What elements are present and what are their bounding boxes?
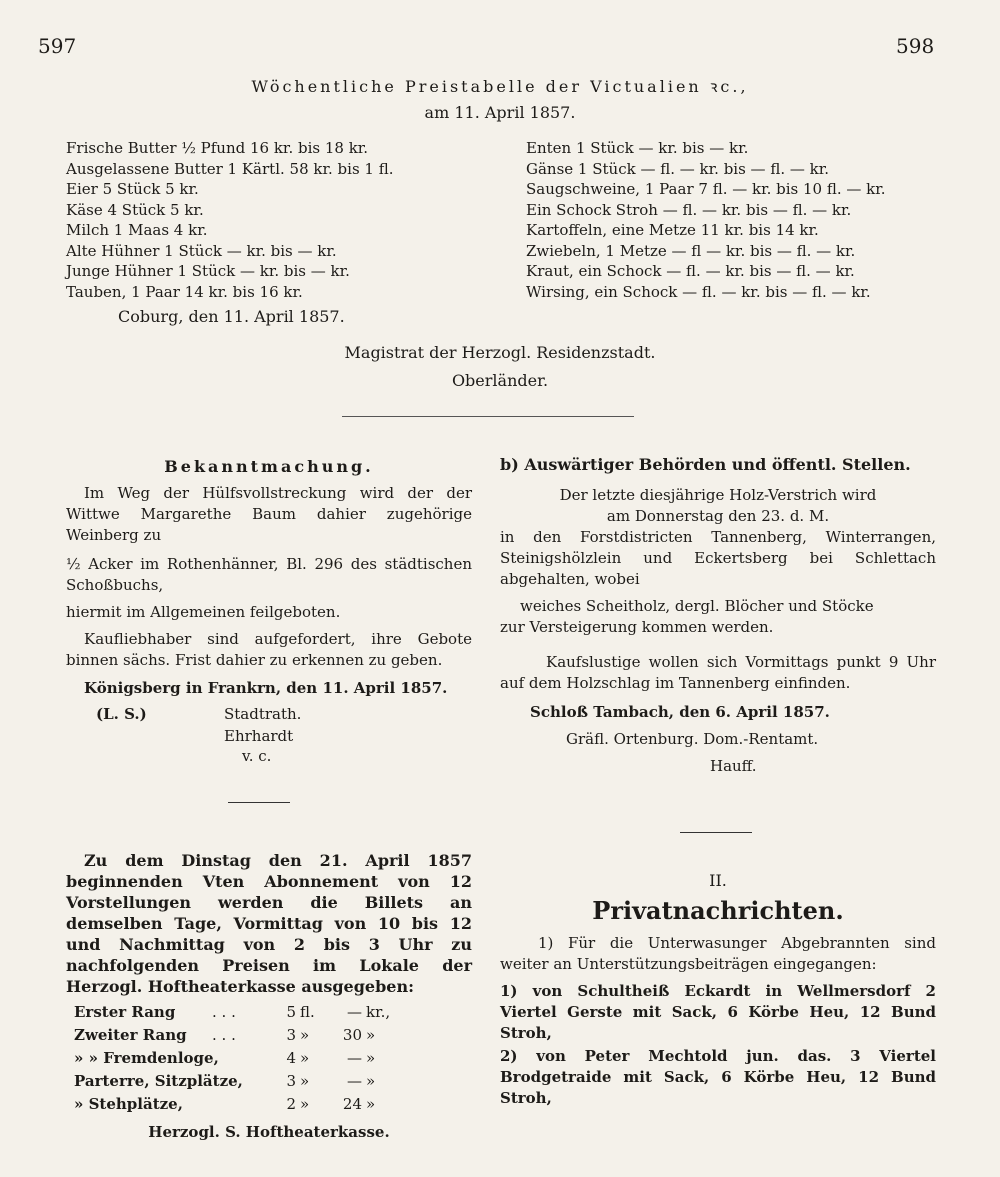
auswaertig-line: zur Versteigerung kommen werden.: [500, 618, 774, 636]
bekanntmachung-heading: Bekanntmachung.: [164, 457, 374, 476]
privat-heading: Privatnachrichten.: [592, 896, 844, 925]
unit: »: [300, 1026, 310, 1044]
dot-leader: . . .: [212, 1003, 236, 1021]
bekanntmachung-signer: Ehrhardt: [224, 727, 294, 745]
price-kr: —: [347, 1003, 362, 1021]
bekanntmachung-authority: Stadtrath.: [224, 705, 302, 723]
seal: (L. S.): [96, 705, 147, 723]
price-item: Wirsing, ein Schock — fl. — kr. bis — fl. — kr.: [526, 282, 871, 301]
short-divider: [680, 832, 752, 833]
table-row: [74, 1024, 394, 1047]
price-place-date: Coburg, den 11. April 1857.: [118, 307, 345, 326]
price-item: Zwiebeln, 1 Metze — fl — kr. bis — fl. — kr.: [526, 241, 856, 260]
auswaertig-signer: Hauff.: [710, 757, 757, 775]
price-issuer: Magistrat der Herzogl. Residenzstadt.: [344, 343, 656, 362]
privat-section: [500, 870, 936, 1109]
seat-label: Erster Rang: [74, 1003, 176, 1021]
price-item: Enten 1 Stück — kr. bis — kr.: [526, 139, 749, 157]
price-item: Eier 5 Stück 5 kr.: [66, 180, 199, 198]
privat-numeral: II.: [709, 871, 727, 890]
privat-item: 1) von Schultheiß Eckardt in Wellmersdorf 2 Viertel Gerste mit Sack, 6 Körbe Heu, 12 Bund Stroh,: [500, 982, 936, 1042]
unit: »: [300, 1072, 310, 1090]
price-fl: 4: [286, 1049, 296, 1067]
price-signer: Oberländer.: [451, 371, 549, 390]
unit: kr.,: [366, 1003, 391, 1021]
seat-label: » » Fremdenloge,: [74, 1049, 219, 1067]
page-number-right: 598: [896, 34, 935, 58]
auswaertig-line: am Donnerstag den 23. d. M.: [606, 507, 830, 525]
price-item: Ausgelassene Butter 1 Kärtl. 58 kr. bis 1 fl.: [66, 159, 394, 178]
price-item: Tauben, 1 Paar 14 kr. bis 16 kr.: [66, 282, 303, 301]
price-table-date: am 11. April 1857.: [424, 103, 576, 122]
price-item: Kartoffeln, eine Metze 11 kr. bis 14 kr.: [526, 221, 819, 239]
price-kr: —: [347, 1072, 362, 1090]
table-row: [74, 1047, 394, 1070]
page-number-left: 597: [38, 34, 77, 58]
price-kr: 30: [342, 1026, 362, 1044]
price-fl: 3: [286, 1026, 296, 1044]
unit: »: [300, 1049, 310, 1067]
bekanntmachung-section: [66, 456, 472, 766]
table-row: [74, 1001, 394, 1024]
auswaertig-text: Kaufslustige wollen sich Vormittags punkt 9 Uhr auf dem Holzschlag im Tannenberg einfinden.: [500, 653, 936, 692]
auswaertig-authority: Gräfl. Ortenburg. Dom.-Rentamt.: [566, 730, 819, 748]
auswaertig-text: in den Forstdistricten Tannenberg, Winterrangen, Steinigshölzlein und Eckertsberg bei Schlettach abgehalten, wobei: [500, 528, 936, 588]
theater-section: [66, 850, 472, 1142]
price-item: Alte Hühner 1 Stück — kr. bis — kr.: [66, 241, 337, 260]
unit: »: [300, 1095, 310, 1113]
unit: »: [366, 1026, 376, 1044]
price-list-left: [66, 138, 394, 302]
bekanntmachung-text: hiermit im Allgemeinen feilgeboten.: [66, 603, 341, 621]
seat-label: Parterre, Sitzplätze,: [74, 1072, 243, 1090]
theater-text: Zu dem Dinstag den 21. April 1857 beginnenden Vten Abonnement von 12 Vorstellungen werden die Billets an demselben Tage, Vormittag von 10 bis 12 und Nachmittag von 2 bis 3 Uhr zu nachfolgenden Preisen im Lokale der Herzogl. Hoftheaterkasse ausgegeben:: [66, 851, 472, 996]
bekanntmachung-item: ½ Acker im Rothenhänner, Bl. 296 des städtischen Schoßbuchs,: [66, 555, 472, 594]
auswaertig-place-date: Schloß Tambach, den 6. April 1857.: [530, 703, 830, 721]
seat-label: Zweiter Rang: [74, 1026, 187, 1044]
unit: fl.: [300, 1003, 315, 1021]
auswaertig-section: [500, 454, 936, 776]
price-item: Käse 4 Stück 5 kr.: [66, 200, 204, 219]
price-item: Kraut, ein Schock — fl. — kr. bis — fl. — kr.: [526, 262, 855, 280]
price-fl: 5: [286, 1003, 296, 1021]
auswaertig-line: weiches Scheitholz, dergl. Blöcher und Stöcke: [520, 597, 874, 615]
unit: »: [366, 1072, 376, 1090]
section-divider: [342, 416, 634, 417]
privat-intro: 1) Für die Unterwasunger Abgebrannten sind weiter an Unterstützungsbeiträgen eingegangen:: [500, 934, 936, 973]
price-item: Frische Butter ½ Pfund 16 kr. bis 18 kr.: [66, 139, 369, 157]
bekanntmachung-text: Kaufliebhaber sind aufgefordert, ihre Gebote binnen sächs. Frist dahier zu erkennen zu geben.: [66, 630, 472, 669]
bekanntmachung-place-date: Königsberg in Frankrn, den 11. April 1857.: [84, 679, 448, 697]
price-item: Junge Hühner 1 Stück — kr. bis — kr.: [66, 262, 350, 280]
price-table-title: Wöchentliche Preistabelle der Victualien ꝛc.,: [251, 77, 749, 96]
theater-price-table: [74, 1001, 394, 1116]
price-fl: 2: [286, 1095, 296, 1113]
price-fl: 3: [286, 1072, 296, 1090]
auswaertig-line: Der letzte diesjährige Holz-Verstrich wird: [559, 486, 877, 504]
table-row: [74, 1070, 394, 1093]
seat-label: » Stehplätze,: [74, 1095, 183, 1113]
price-item: Milch 1 Maas 4 kr.: [66, 221, 208, 239]
unit: »: [366, 1049, 376, 1067]
bekanntmachung-signer2: v. c.: [242, 747, 272, 765]
price-item: Saugschweine, 1 Paar 7 fl. — kr. bis 10 fl. — kr.: [526, 180, 886, 198]
price-list-right: [526, 138, 886, 302]
bekanntmachung-text: Im Weg der Hülfsvollstreckung wird der der Wittwe Margarethe Baum dahier zugehörige Weinberg zu: [66, 484, 472, 544]
price-item: Gänse 1 Stück — fl. — kr. bis — fl. — kr.: [526, 159, 830, 178]
short-divider: [228, 802, 290, 803]
price-kr: —: [347, 1049, 362, 1067]
dot-leader: . . .: [212, 1026, 236, 1044]
theater-footer: Herzogl. S. Hoftheaterkasse.: [148, 1123, 390, 1141]
auswaertig-heading: b) Auswärtiger Behörden und öffentl. Stellen.: [500, 455, 911, 474]
price-kr: 24: [342, 1095, 362, 1113]
table-row: [74, 1093, 394, 1116]
privat-item: 2) von Peter Mechtold jun. das. 3 Viertel Brodgetraide mit Sack, 6 Körbe Heu, 12 Bund Stroh,: [500, 1047, 936, 1107]
price-item: Ein Schock Stroh — fl. — kr. bis — fl. — kr.: [526, 200, 852, 219]
unit: »: [366, 1095, 376, 1113]
